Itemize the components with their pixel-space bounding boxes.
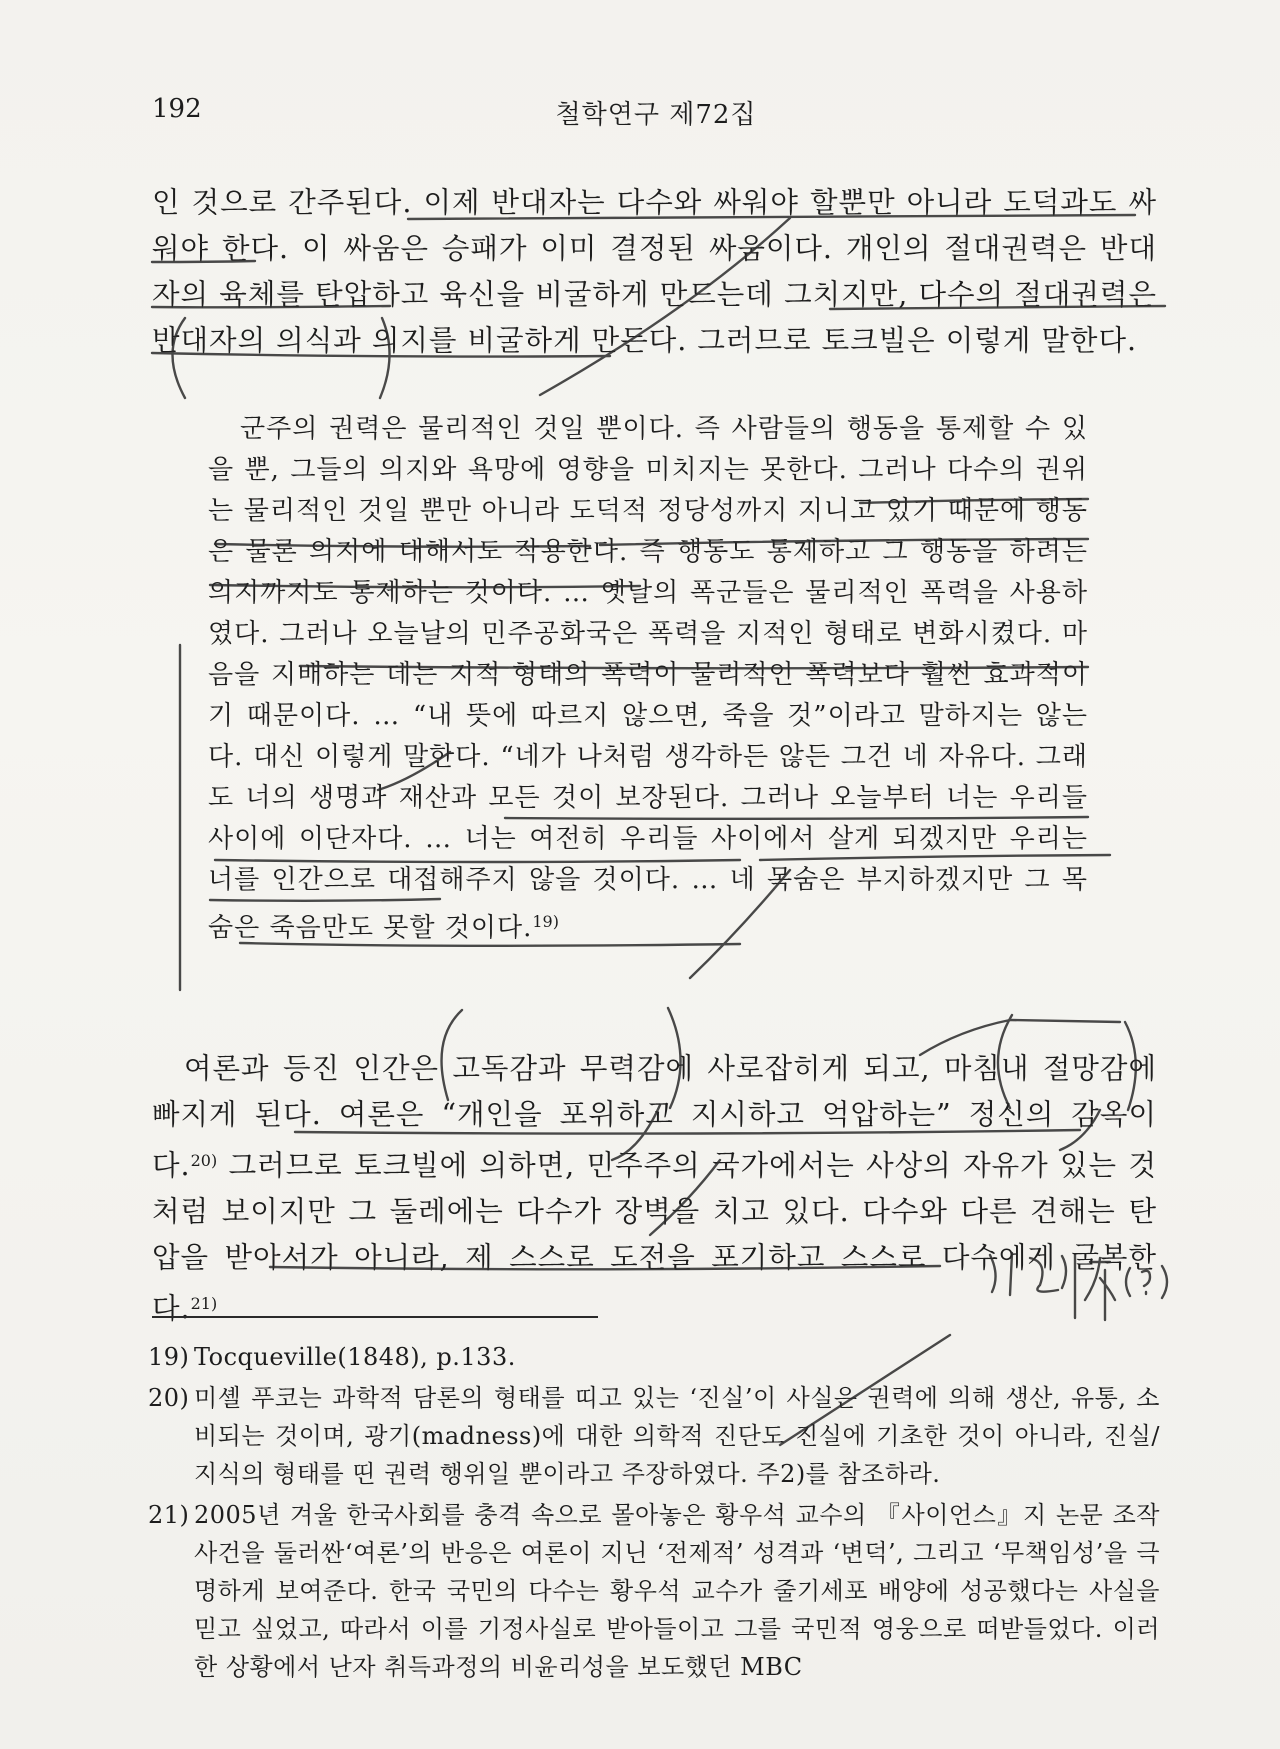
footnote-19 (148, 1338, 1160, 1376)
footnote-number: 20) (148, 1384, 190, 1412)
footnote-number: 21) (148, 1501, 190, 1529)
footnote-21 (148, 1496, 1160, 1686)
footnotes (148, 1338, 1160, 1689)
footnote-20 (148, 1379, 1160, 1493)
footnote-text: 2005년 겨울 한국사회를 충격 속으로 몰아놓은 황우석 교수의 『사이언스』지 논문 조작 사건을 둘러싼‘여론’의 반응은 여론이 지닌 ‘전제적’ 성격과 ‘변덕’, 그리고 ‘무책임성’을 극명하게 보여준다. 한국 국민의 다수는 황우석 교수가 줄기세포 배양에 성공했다는 사실을 믿고 싶었고, 따라서 이를 기정사실로 받아들이고 그를 국민적 영웅으로 떠받들었다. 이러한 상황에서 난자 취득과정의 비윤리성을 보도했던 MBC (194, 1501, 1160, 1681)
footnote-text: 미셸 푸코는 과학적 담론의 형태를 띠고 있는 ‘진실’이 사실은 권력에 의해 생산, 유통, 소비되는 것이며, 광기(madness)에 대한 의학적 진단도 진실에 기초한 것이 아니라, 진실/지식의 형태를 띤 권력 행위일 뿐이라고 주장하였다. 주2)를 참조하라. (194, 1384, 1160, 1488)
block-quote-text: 군주의 권력은 물리적인 것일 뿐이다. 즉 사람들의 행동을 통제할 수 있을 뿐, 그들의 의지와 욕망에 영향을 미치지는 못한다. 그러나 다수의 권위는 물리적인 것일 뿐만 아니라 도덕적 정당성까지 지니고 있기 때문에 행동은 물론 의지에 대해서도 작용한다. 즉 행동도 통제하고 그 행동을 하려는 의지까지도 통제하는 것이다. … 옛날의 폭군들은 물리적인 폭력을 사용하였다. 그러나 오늘날의 민주공화국은 폭력을 지적인 형태로 변화시켰다. 마음을 지배하는 데는 지적 형태의 폭력이 물리적인 폭력보다 훨씬 효과적이기 때문이다. … “내 뜻에 따르지 않으면, 죽을 것”이라고 말하지는 않는다. 대신 이렇게 말한다. “네가 나처럼 생각하든 않든 그건 네 자유다. 그래도 너의 생명과 재산과 모든 것이 보장된다. 그러나 오늘부터 너는 우리들 사이에 이단자다. … 너는 여전히 우리들 사이에서 살게 되겠지만 우리는 너를 인간으로 대접해주지 않을 것이다. … 네 목숨은 부지하겠지만 그 목숨은 죽음만도 못할 것이다. (208, 414, 1088, 943)
footnote-ref-21: 21) (190, 1294, 218, 1313)
footnote-ref-19: 19) (532, 912, 559, 931)
footnote-divider (152, 1316, 598, 1318)
block-quote (208, 409, 1088, 949)
footnote-text: Tocqueville(1848), p.133. (194, 1343, 516, 1371)
body-paragraph-2 (152, 1046, 1157, 1332)
body-paragraph-2-part-b: 그러므로 토크빌에 의하면, 민주주의 국가에서는 사상의 자유가 있는 것처럼 보이지만 그 둘레에는 다수가 장벽을 치고 있다. 다수와 다른 견해는 탄압을 받아서가 아니라, 제 스스로 도전을 포기하고 스스로 다수에게 굴복한다. (152, 1149, 1157, 1325)
footnote-number: 19) (148, 1343, 190, 1371)
body-paragraph-1: 인 것으로 간주된다. 이제 반대자는 다수와 싸워야 할뿐만 아니라 도덕과도 싸워야 한다. 이 싸움은 승패가 이미 결정된 싸움이다. 개인의 절대권력은 반대자의 육체를 탄압하고 육신을 비굴하게 만드는데 그치지만, 다수의 절대권력은 반대자의 의식과 의지를 비굴하게 만든다. 그러므로 토크빌은 이렇게 말한다. (152, 186, 1157, 357)
page-number: 192 (152, 94, 202, 124)
body-paragraph-2-part-a: 여론과 등진 인간은 고독감과 무력감에 사로잡히게 되고, 마침내 절망감에 빠지게 된다. 여론은 “개인을 포위하고 지시하고 억압하는” 정신의 감옥이다. (152, 1052, 1157, 1182)
page-header (152, 94, 1160, 134)
oval-top-mark (1010, 1020, 1120, 1022)
handwriting-stroke (1162, 1266, 1167, 1298)
running-title: 철학연구 제72집 (555, 100, 757, 130)
footnote-ref-20: 20) (190, 1151, 218, 1170)
